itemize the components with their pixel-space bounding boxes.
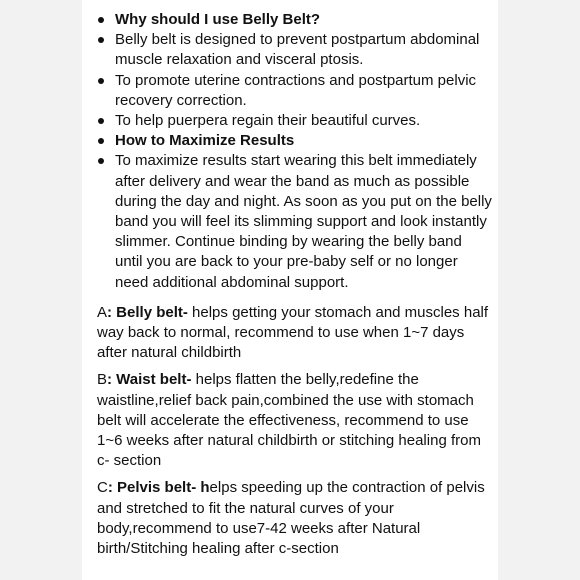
section-text: elps speeding up the contraction of pelvis and stretched to fit the natural curves of your body,recommend to use7-42 weeks after Natural birth/Stitching healing after c-section	[97, 479, 485, 558]
bullet-heading: Why should I use Belly Belt?	[115, 11, 321, 28]
section-letter: A	[97, 303, 108, 321]
bullet-heading: How to Maximize Results	[115, 132, 295, 150]
bullet-item-designed-to-prevent	[97, 30, 492, 70]
bullet-item-uterine-contractions	[97, 71, 492, 111]
bullet-text: To promote uterine contractions and postpartum pelvic recovery correction.	[115, 71, 477, 109]
section-colon: :	[107, 479, 113, 497]
section-colon: :	[107, 303, 113, 321]
bullet-item-maximize-results	[97, 131, 492, 151]
section-text: helps flatten the belly,redefine the waistline,relief back pain,combined the use with stomach belt will accelerate the effectiveness, recommend to use 1~6 weeks after natural childbirth or stitching healing from c- section	[97, 371, 481, 470]
section-b-waist-belt	[97, 370, 492, 471]
section-colon: :	[107, 371, 113, 389]
feature-bullet-list	[97, 10, 492, 293]
section-a-belly-belt	[97, 303, 492, 364]
bullet-item-regain-curves	[97, 111, 492, 131]
bullet-text: To maximize results start wearing this belt immediately after delivery and wear the band as much as possible during the day and night. As soon as you put on the belly band you will feel its slimming support and look instantly slimmer. Continue binding by wearing the belly band until you are back to your pre-baby self or no longer need additional abdominal support.	[115, 152, 492, 291]
section-label: Belly belt-	[112, 303, 188, 321]
bullet-text: Belly belt is designed to prevent postpartum abdominal muscle relaxation and visceral ptosis.	[115, 31, 480, 69]
bullet-item-wearing-instructions	[97, 151, 492, 292]
product-description-card	[82, 0, 498, 580]
description-content	[97, 10, 492, 559]
section-letter: C	[97, 479, 108, 497]
section-letter: B	[97, 371, 108, 389]
section-label: Waist belt-	[112, 371, 192, 389]
section-c-pelvis-belt	[97, 478, 492, 559]
section-text: helps getting your stomach and muscles half way back to normal, recommend to use when 1~7 days after natural childbirth	[97, 303, 489, 362]
bullet-item-why-use	[97, 10, 492, 30]
bullet-text: To help puerpera regain their beautiful curves.	[115, 112, 421, 130]
section-label: Pelvis belt- h	[112, 479, 210, 497]
